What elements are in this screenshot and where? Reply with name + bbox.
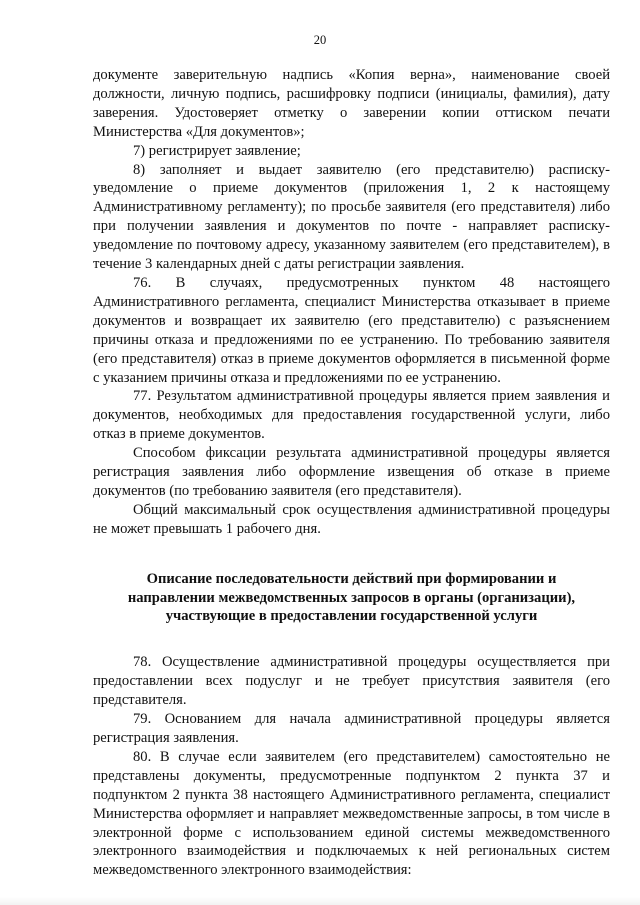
paragraph-78: 78. Осуществление административной процедуры осуществляется при предоставлении всех подуслуг и не требует присутствия заявителя (его представителя.: [93, 654, 610, 709]
paragraph-79: 79. Основанием для начала административной процедуры является регистрация заявления.: [93, 711, 610, 746]
paragraph-80: 80. В случае если заявителем (его представителем) самостоятельно не представлены документы, предусмотренные подпунктом 2 пункта 37 и подпунктом 2 пункта 38 настоящего Административного регламента, специалист Министерства оформляет и направляет межведомственные запросы, в том числе в электронной форме с использованием единой системы межведомственного электронного взаимодействия и подключаемых к ней региональных систем межведомственного электронного взаимодействия:: [93, 748, 610, 879]
paragraph-continuation: документе заверительную надпись «Копия верна», наименование своей должности, личную подпись, расшифровку подписи (инициалы, фамилия), дату заверения. Удостоверяет отметку о заверении копии оттиском печати Министерства «Для документов»;: [93, 67, 610, 140]
paragraph-max-term: Общий максимальный срок осуществления административной процедуры не может превышать 1 рабочего дня.: [93, 501, 610, 537]
paragraph-fixation: Способом фиксации результата административной процедуры является регистрация заявления либо оформление извещения об отказе в приеме документов (по требованию заявителя (его представителя).: [93, 445, 610, 499]
paragraph-item-7: 7) регистрирует заявление;: [133, 142, 301, 159]
paragraph-item-8: 8) заполняет и выдает заявителю (его представителю) расписку-уведомление о приеме документов (приложения 1, 2 к настоящему Административному регламенту); по просьбе заявителя (его представителя) либо при получении заявления и документов по почте - направляет расписку-уведомление по почтовому адресу, указанному заявителем (его представителем), в течение 3 календарных дней с даты регистрации заявления.: [93, 161, 610, 273]
scan-edge: [0, 897, 640, 905]
paragraph-76: 76. В случаях, предусмотренных пунктом 48 настоящего Административного регламента, специалист Министерства отказывает в приеме документов и возвращает их заявителю (его представителю) с разъяснением причины отказа и предложениями по ее устранению. По требованию заявителя (его представителя) отказ в приеме документов оформляется в письменной форме с указанием причины отказа и предложениями по ее устранению.: [93, 274, 610, 386]
page-number: 20: [313, 33, 327, 47]
document-body: [93, 66, 610, 880]
paragraph-77: 77. Результатом административной процедуры является прием заявления и документов, необходимых для предоставления государственной услуги, либо отказ в приеме документов.: [93, 388, 610, 443]
section-heading: Описание последовательности действий при формировании и направлении межведомственных запросов в органы (организации), участвующие в предоставлении государственной услуги: [127, 570, 576, 625]
